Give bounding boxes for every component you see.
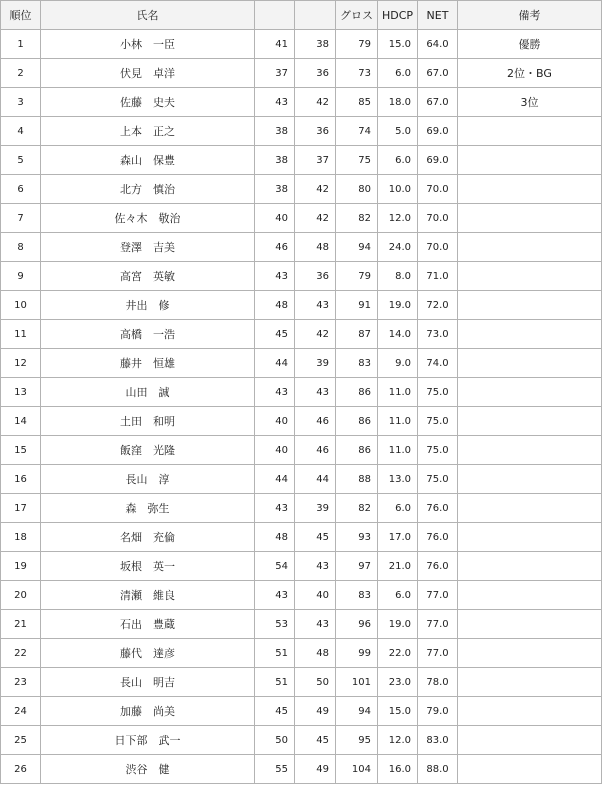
note-cell	[458, 494, 602, 523]
out-score-cell: 37	[255, 59, 295, 88]
rank-cell: 24	[1, 697, 41, 726]
in-score-cell: 40	[295, 581, 336, 610]
table-row	[1, 668, 602, 697]
name-cell: 渋谷 健	[41, 755, 255, 784]
out-score-cell: 45	[255, 697, 295, 726]
rank-cell: 17	[1, 494, 41, 523]
hdcp-cell: 12.0	[378, 204, 418, 233]
name-cell: 森山 保豊	[41, 146, 255, 175]
hdcp-cell: 15.0	[378, 697, 418, 726]
net-cell: 78.0	[418, 668, 458, 697]
gross-cell: 99	[336, 639, 378, 668]
table-row	[1, 88, 602, 117]
rank-cell: 15	[1, 436, 41, 465]
note-cell	[458, 610, 602, 639]
name-cell: 北方 慎治	[41, 175, 255, 204]
gross-cell: 74	[336, 117, 378, 146]
net-cell: 76.0	[418, 523, 458, 552]
out-score-cell: 40	[255, 436, 295, 465]
gross-cell: 79	[336, 30, 378, 59]
net-cell: 69.0	[418, 117, 458, 146]
hdcp-cell: 12.0	[378, 726, 418, 755]
gross-cell: 86	[336, 407, 378, 436]
net-cell: 67.0	[418, 88, 458, 117]
name-cell: 佐藤 史夫	[41, 88, 255, 117]
out-score-cell: 40	[255, 204, 295, 233]
out-score-cell: 48	[255, 291, 295, 320]
name-cell: 清瀬 維良	[41, 581, 255, 610]
table-row	[1, 320, 602, 349]
rank-cell: 14	[1, 407, 41, 436]
name-cell: 名畑 充倫	[41, 523, 255, 552]
in-score-cell: 49	[295, 755, 336, 784]
note-cell: 優勝	[458, 30, 602, 59]
name-cell: 日下部 武一	[41, 726, 255, 755]
note-cell	[458, 175, 602, 204]
out-score-cell: 44	[255, 465, 295, 494]
name-cell: 佐々木 敬治	[41, 204, 255, 233]
in-score-cell: 36	[295, 59, 336, 88]
name-cell: 小林 一臣	[41, 30, 255, 59]
note-cell	[458, 523, 602, 552]
table-row	[1, 726, 602, 755]
note-cell	[458, 320, 602, 349]
out-score-cell: 51	[255, 639, 295, 668]
table-row	[1, 349, 602, 378]
rank-cell: 26	[1, 755, 41, 784]
hdcp-cell: 15.0	[378, 30, 418, 59]
in-score-cell: 36	[295, 262, 336, 291]
gross-cell: 82	[336, 494, 378, 523]
rank-cell: 19	[1, 552, 41, 581]
rank-cell: 7	[1, 204, 41, 233]
out-score-cell: 50	[255, 726, 295, 755]
out-score-cell: 43	[255, 581, 295, 610]
table-row	[1, 407, 602, 436]
name-cell: 長山 淳	[41, 465, 255, 494]
out-score-cell: 43	[255, 378, 295, 407]
hdcp-cell: 6.0	[378, 581, 418, 610]
out-score-cell: 45	[255, 320, 295, 349]
header-out	[255, 1, 295, 30]
gross-cell: 94	[336, 697, 378, 726]
out-score-cell: 43	[255, 262, 295, 291]
results-body	[1, 30, 602, 784]
hdcp-cell: 6.0	[378, 494, 418, 523]
gross-cell: 73	[336, 59, 378, 88]
table-row	[1, 552, 602, 581]
rank-cell: 2	[1, 59, 41, 88]
note-cell	[458, 262, 602, 291]
rank-cell: 4	[1, 117, 41, 146]
in-score-cell: 46	[295, 407, 336, 436]
header-net: NET	[418, 1, 458, 30]
note-cell	[458, 349, 602, 378]
net-cell: 75.0	[418, 436, 458, 465]
name-cell: 長山 明吉	[41, 668, 255, 697]
hdcp-cell: 11.0	[378, 407, 418, 436]
net-cell: 64.0	[418, 30, 458, 59]
name-cell: 土田 和明	[41, 407, 255, 436]
in-score-cell: 36	[295, 117, 336, 146]
gross-cell: 82	[336, 204, 378, 233]
note-cell	[458, 436, 602, 465]
in-score-cell: 42	[295, 88, 336, 117]
hdcp-cell: 22.0	[378, 639, 418, 668]
name-cell: 石出 豊蔵	[41, 610, 255, 639]
note-cell	[458, 726, 602, 755]
net-cell: 83.0	[418, 726, 458, 755]
gross-cell: 86	[336, 436, 378, 465]
table-row	[1, 175, 602, 204]
table-row	[1, 523, 602, 552]
net-cell: 75.0	[418, 407, 458, 436]
out-score-cell: 46	[255, 233, 295, 262]
net-cell: 72.0	[418, 291, 458, 320]
net-cell: 74.0	[418, 349, 458, 378]
note-cell	[458, 291, 602, 320]
out-score-cell: 41	[255, 30, 295, 59]
net-cell: 73.0	[418, 320, 458, 349]
rank-cell: 22	[1, 639, 41, 668]
in-score-cell: 37	[295, 146, 336, 175]
table-row	[1, 59, 602, 88]
in-score-cell: 48	[295, 233, 336, 262]
net-cell: 70.0	[418, 233, 458, 262]
hdcp-cell: 19.0	[378, 291, 418, 320]
note-cell	[458, 407, 602, 436]
rank-cell: 25	[1, 726, 41, 755]
name-cell: 伏見 卓洋	[41, 59, 255, 88]
hdcp-cell: 16.0	[378, 755, 418, 784]
name-cell: 登澤 吉美	[41, 233, 255, 262]
net-cell: 79.0	[418, 697, 458, 726]
gross-cell: 93	[336, 523, 378, 552]
name-cell: 山田 誠	[41, 378, 255, 407]
rank-cell: 12	[1, 349, 41, 378]
in-score-cell: 50	[295, 668, 336, 697]
out-score-cell: 38	[255, 117, 295, 146]
note-cell	[458, 117, 602, 146]
header-note: 備考	[458, 1, 602, 30]
name-cell: 坂根 英一	[41, 552, 255, 581]
net-cell: 77.0	[418, 581, 458, 610]
rank-cell: 23	[1, 668, 41, 697]
out-score-cell: 40	[255, 407, 295, 436]
table-row	[1, 146, 602, 175]
net-cell: 77.0	[418, 610, 458, 639]
in-score-cell: 45	[295, 726, 336, 755]
name-cell: 森 弥生	[41, 494, 255, 523]
note-cell	[458, 639, 602, 668]
table-row	[1, 494, 602, 523]
rank-cell: 21	[1, 610, 41, 639]
rank-cell: 8	[1, 233, 41, 262]
out-score-cell: 48	[255, 523, 295, 552]
table-row	[1, 262, 602, 291]
in-score-cell: 44	[295, 465, 336, 494]
net-cell: 75.0	[418, 378, 458, 407]
rank-cell: 20	[1, 581, 41, 610]
net-cell: 71.0	[418, 262, 458, 291]
out-score-cell: 44	[255, 349, 295, 378]
rank-cell: 16	[1, 465, 41, 494]
gross-cell: 86	[336, 378, 378, 407]
table-row	[1, 639, 602, 668]
note-cell	[458, 378, 602, 407]
out-score-cell: 43	[255, 88, 295, 117]
header-in	[295, 1, 336, 30]
net-cell: 69.0	[418, 146, 458, 175]
table-row	[1, 755, 602, 784]
gross-cell: 83	[336, 581, 378, 610]
out-score-cell: 38	[255, 175, 295, 204]
rank-cell: 10	[1, 291, 41, 320]
net-cell: 70.0	[418, 175, 458, 204]
gross-cell: 80	[336, 175, 378, 204]
out-score-cell: 55	[255, 755, 295, 784]
in-score-cell: 43	[295, 291, 336, 320]
gross-cell: 101	[336, 668, 378, 697]
note-cell	[458, 697, 602, 726]
gross-cell: 104	[336, 755, 378, 784]
gross-cell: 79	[336, 262, 378, 291]
hdcp-cell: 21.0	[378, 552, 418, 581]
table-row	[1, 117, 602, 146]
note-cell	[458, 552, 602, 581]
net-cell: 76.0	[418, 552, 458, 581]
gross-cell: 83	[336, 349, 378, 378]
hdcp-cell: 5.0	[378, 117, 418, 146]
hdcp-cell: 19.0	[378, 610, 418, 639]
table-row	[1, 436, 602, 465]
header-hdcp: HDCP	[378, 1, 418, 30]
net-cell: 77.0	[418, 639, 458, 668]
hdcp-cell: 6.0	[378, 146, 418, 175]
net-cell: 70.0	[418, 204, 458, 233]
rank-cell: 1	[1, 30, 41, 59]
hdcp-cell: 10.0	[378, 175, 418, 204]
table-row	[1, 610, 602, 639]
note-cell	[458, 581, 602, 610]
in-score-cell: 43	[295, 378, 336, 407]
gross-cell: 97	[336, 552, 378, 581]
out-score-cell: 38	[255, 146, 295, 175]
hdcp-cell: 24.0	[378, 233, 418, 262]
out-score-cell: 43	[255, 494, 295, 523]
gross-cell: 88	[336, 465, 378, 494]
out-score-cell: 54	[255, 552, 295, 581]
in-score-cell: 42	[295, 175, 336, 204]
name-cell: 藤井 恒雄	[41, 349, 255, 378]
rank-cell: 3	[1, 88, 41, 117]
in-score-cell: 39	[295, 494, 336, 523]
table-row	[1, 204, 602, 233]
header-gross: グロス	[336, 1, 378, 30]
gross-cell: 96	[336, 610, 378, 639]
hdcp-cell: 11.0	[378, 436, 418, 465]
note-cell	[458, 204, 602, 233]
note-cell	[458, 465, 602, 494]
hdcp-cell: 9.0	[378, 349, 418, 378]
gross-cell: 85	[336, 88, 378, 117]
rank-cell: 11	[1, 320, 41, 349]
net-cell: 88.0	[418, 755, 458, 784]
hdcp-cell: 18.0	[378, 88, 418, 117]
rank-cell: 5	[1, 146, 41, 175]
name-cell: 井出 修	[41, 291, 255, 320]
net-cell: 75.0	[418, 465, 458, 494]
gross-cell: 95	[336, 726, 378, 755]
name-cell: 高橋 一浩	[41, 320, 255, 349]
table-row	[1, 697, 602, 726]
in-score-cell: 43	[295, 610, 336, 639]
name-cell: 藤代 達彦	[41, 639, 255, 668]
table-row	[1, 233, 602, 262]
gross-cell: 94	[336, 233, 378, 262]
hdcp-cell: 8.0	[378, 262, 418, 291]
hdcp-cell: 14.0	[378, 320, 418, 349]
in-score-cell: 48	[295, 639, 336, 668]
rank-cell: 18	[1, 523, 41, 552]
out-score-cell: 53	[255, 610, 295, 639]
rank-cell: 9	[1, 262, 41, 291]
hdcp-cell: 6.0	[378, 59, 418, 88]
note-cell	[458, 668, 602, 697]
table-row	[1, 30, 602, 59]
name-cell: 高宮 英敏	[41, 262, 255, 291]
hdcp-cell: 23.0	[378, 668, 418, 697]
in-score-cell: 39	[295, 349, 336, 378]
name-cell: 飯窪 光隆	[41, 436, 255, 465]
header-row	[1, 1, 602, 30]
hdcp-cell: 11.0	[378, 378, 418, 407]
hdcp-cell: 17.0	[378, 523, 418, 552]
in-score-cell: 38	[295, 30, 336, 59]
note-cell	[458, 146, 602, 175]
in-score-cell: 45	[295, 523, 336, 552]
note-cell	[458, 233, 602, 262]
in-score-cell: 42	[295, 320, 336, 349]
note-cell	[458, 755, 602, 784]
header-name: 氏名	[41, 1, 255, 30]
rank-cell: 13	[1, 378, 41, 407]
note-cell: 3位	[458, 88, 602, 117]
gross-cell: 75	[336, 146, 378, 175]
net-cell: 76.0	[418, 494, 458, 523]
table-row	[1, 465, 602, 494]
in-score-cell: 43	[295, 552, 336, 581]
table-row	[1, 378, 602, 407]
table-row	[1, 291, 602, 320]
in-score-cell: 49	[295, 697, 336, 726]
name-cell: 上本 正之	[41, 117, 255, 146]
table-row	[1, 581, 602, 610]
name-cell: 加藤 尚美	[41, 697, 255, 726]
rank-cell: 6	[1, 175, 41, 204]
gross-cell: 91	[336, 291, 378, 320]
in-score-cell: 46	[295, 436, 336, 465]
out-score-cell: 51	[255, 668, 295, 697]
hdcp-cell: 13.0	[378, 465, 418, 494]
in-score-cell: 42	[295, 204, 336, 233]
gross-cell: 87	[336, 320, 378, 349]
header-rank: 順位	[1, 1, 41, 30]
note-cell: 2位・BG	[458, 59, 602, 88]
net-cell: 67.0	[418, 59, 458, 88]
